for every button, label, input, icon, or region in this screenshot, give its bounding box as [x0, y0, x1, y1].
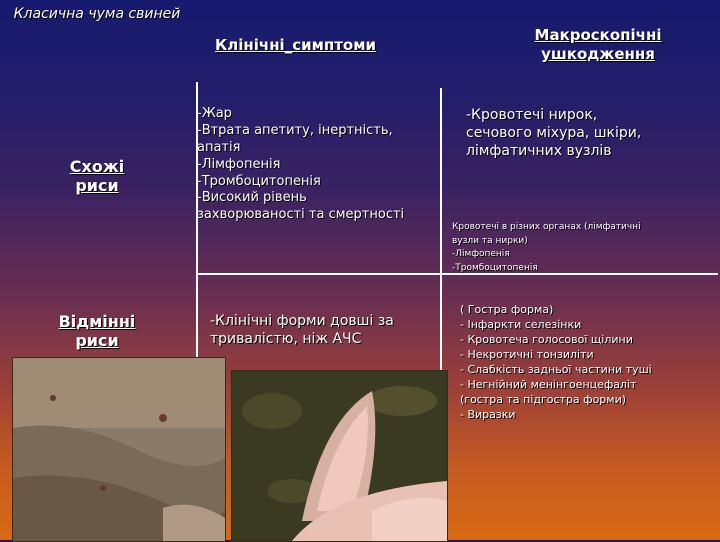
- list-item: -Високий рівень: [197, 190, 307, 206]
- list-item: Кровотечі в різних органах (лімфатичні: [452, 222, 641, 232]
- list-item: -Тромбоцитопенія: [452, 262, 538, 273]
- list-item: - Слабкість задньої частини туші: [460, 362, 652, 376]
- list-item: апатія: [197, 139, 241, 155]
- similar-macro-list: [466, 106, 706, 161]
- list-item: - Кровотеча голосової щілини: [460, 332, 633, 346]
- list-item: -Тромбоцитопенія: [197, 173, 321, 189]
- similar-clinical-list: [197, 106, 404, 224]
- list-item: -Клінічні форми довші за: [210, 313, 394, 329]
- divider-vertical-2: [440, 88, 442, 378]
- list-item: -Лімфопенія: [452, 249, 510, 259]
- list-item: сечового міхура, шкіри,: [466, 125, 642, 142]
- slide-title: Класична чума свиней: [13, 6, 181, 22]
- similar-note-list: [452, 221, 641, 275]
- column-header-macro: Макроскопічні ушкодження: [534, 26, 662, 63]
- different-macro-list: [460, 303, 652, 423]
- row-header-different: Відмінні риси: [58, 312, 136, 351]
- list-item: захворюваності та смертності: [197, 207, 405, 223]
- column-header-clinical: Клінічні_симптоми: [215, 36, 376, 54]
- list-item: (гостра та підгостра форми): [460, 392, 627, 406]
- pig-ear-photo: [231, 370, 448, 542]
- list-item: ( Гостра форма): [460, 303, 554, 316]
- list-item: - Некротичні тонзиліти: [460, 347, 594, 361]
- list-item: -Втрата апетиту, інертність,: [197, 122, 393, 138]
- list-item: - Негнійний менінгоенцефаліт: [460, 377, 637, 391]
- list-item: вузли та нирки): [452, 235, 528, 246]
- list-item: -Жар: [197, 106, 232, 121]
- list-item: - Інфаркти селезінки: [460, 317, 582, 331]
- list-item: тривалістю, ніж АЧС: [210, 331, 362, 348]
- different-clinical-list: [210, 312, 430, 348]
- list-item: лімфатичних вузлів: [466, 143, 612, 160]
- list-item: -Лімфопенія: [197, 156, 281, 172]
- list-item: - Виразки: [460, 407, 516, 421]
- pig-skin-photo: [12, 357, 226, 542]
- list-item: -Кровотечі нирок,: [466, 107, 598, 123]
- row-header-similar: Схожі риси: [69, 157, 125, 196]
